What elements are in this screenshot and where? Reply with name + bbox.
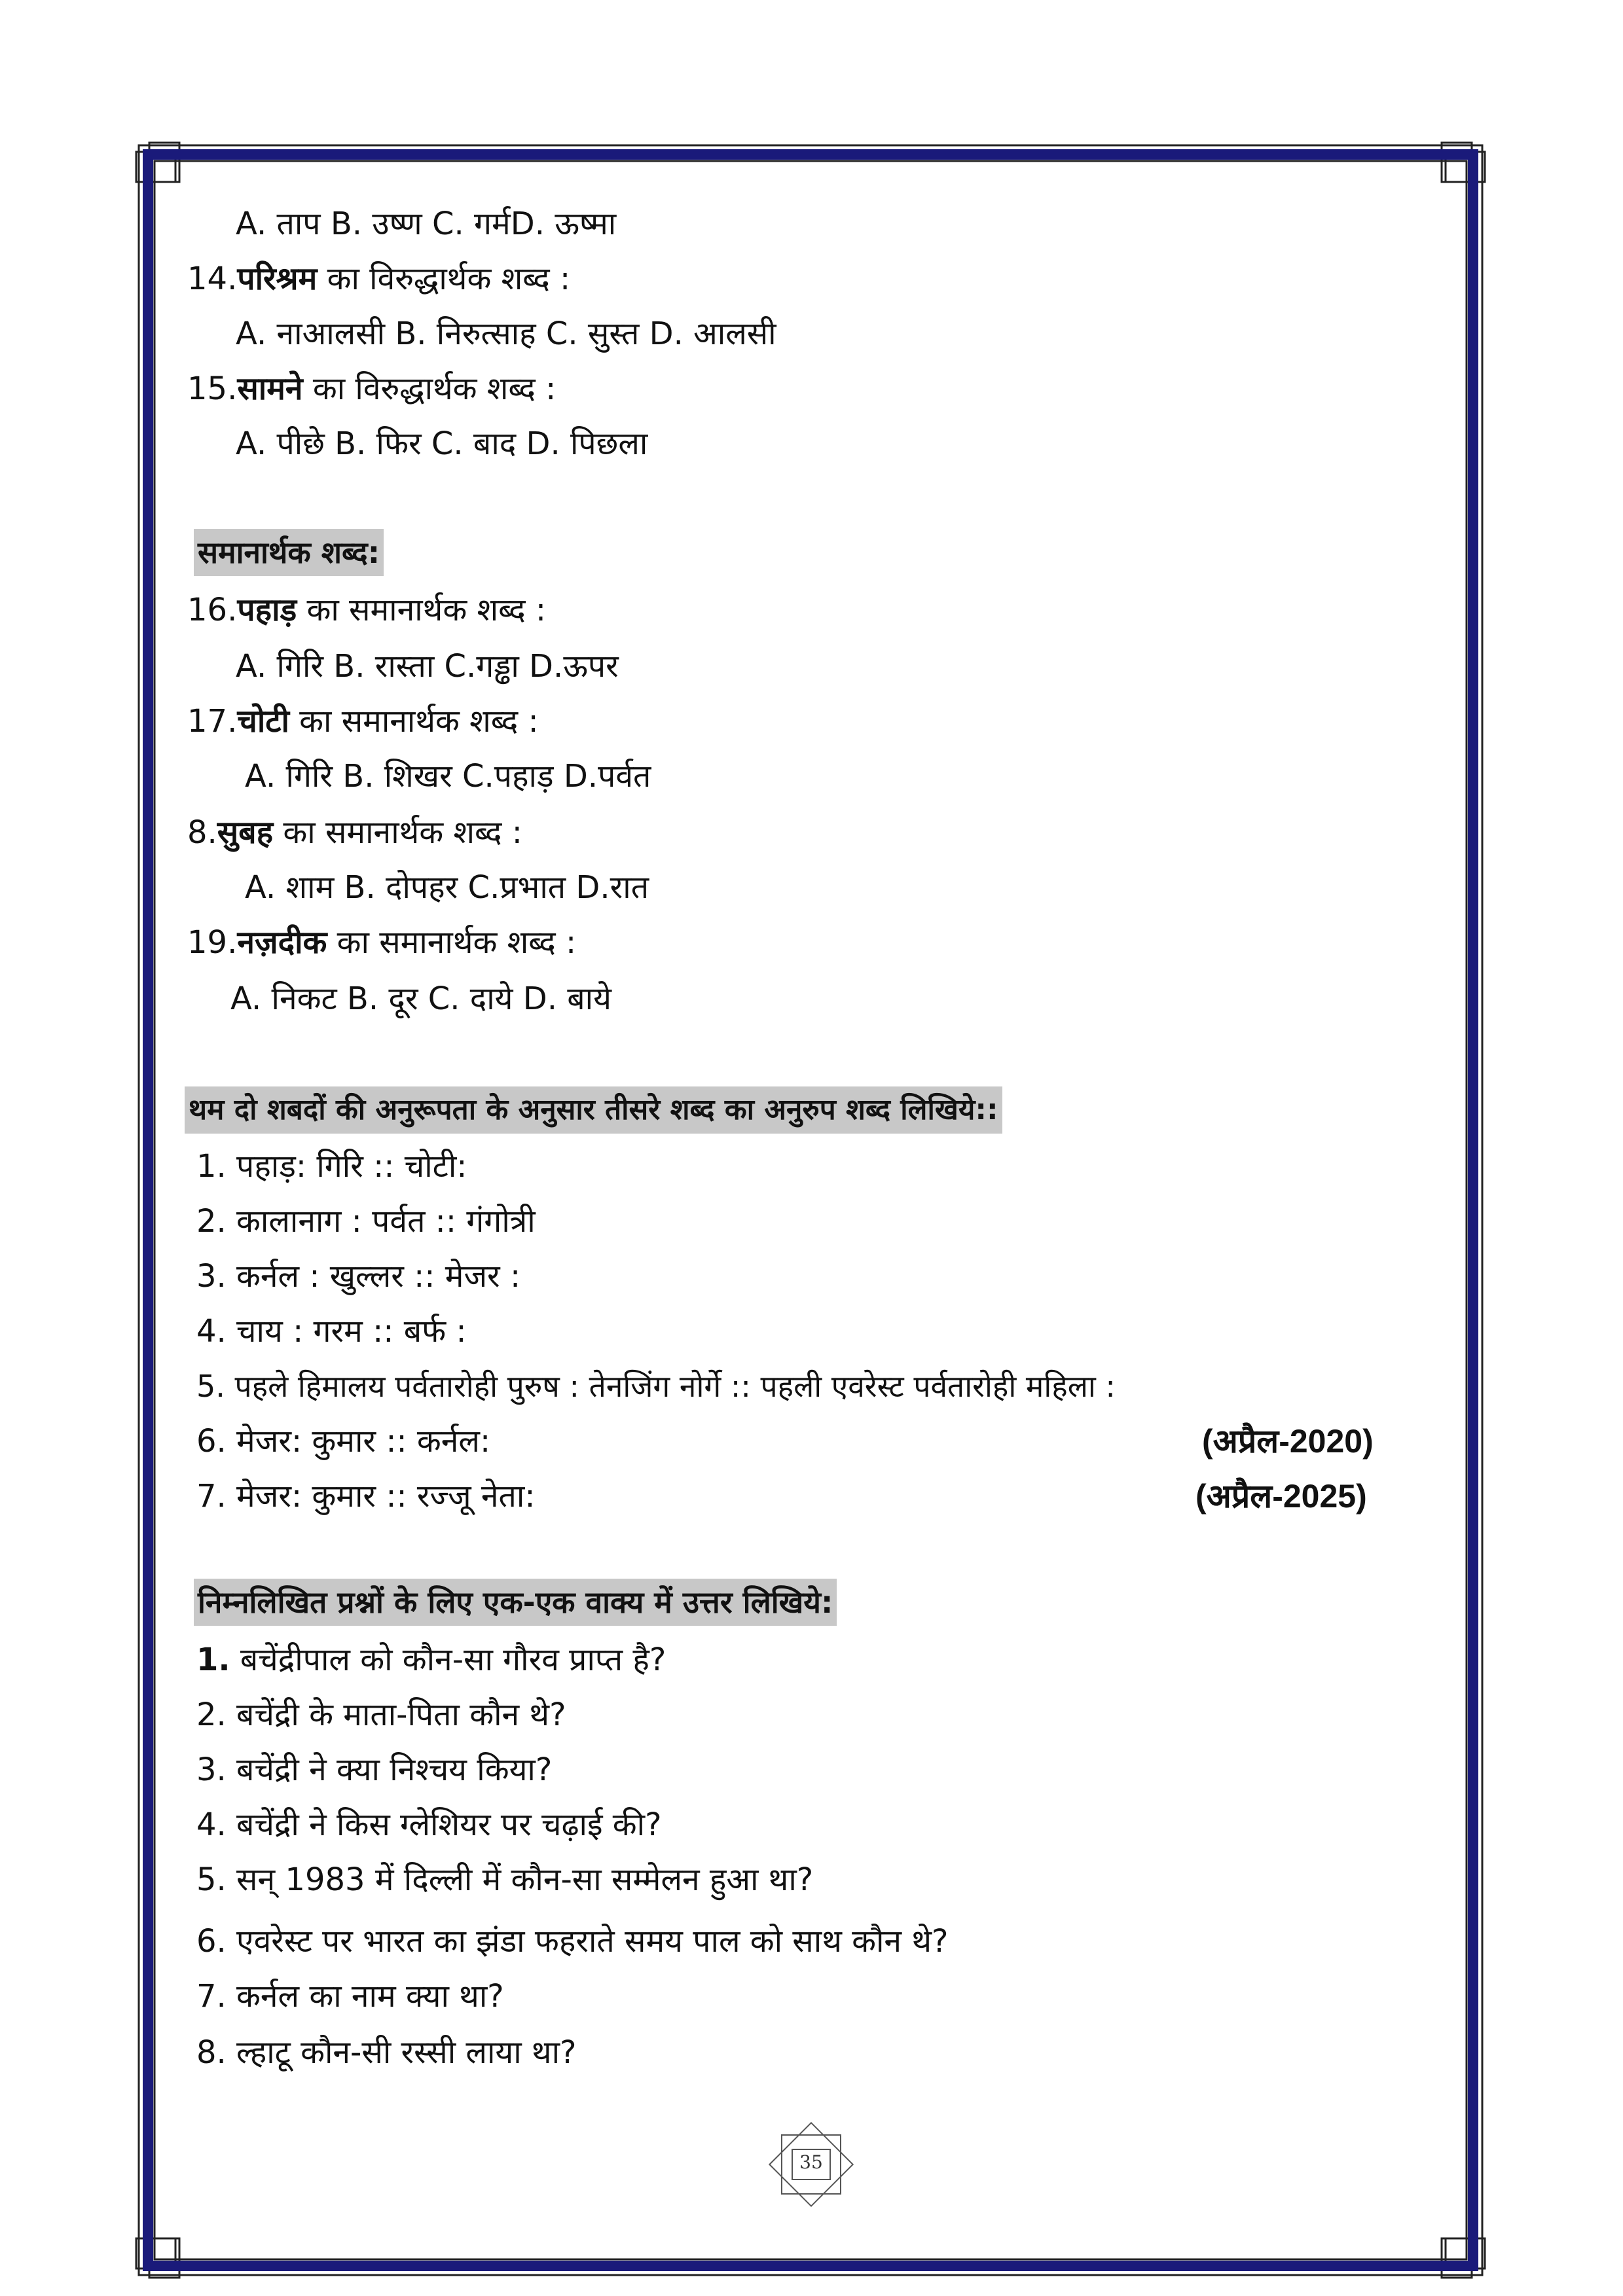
question-item: 8. ल्हाटू कौन-सी रस्सी लाया था? [196,2034,577,2071]
exam-year-tag: (अप्रैल-2025) [1195,1478,1367,1515]
question-17: 17.चोटी का समानार्थक शब्द : [187,703,539,740]
q19-options: A. निकट B. दूर C. दाये D. बाये [230,980,611,1017]
analogy-item: 6. मेजर: कुमार :: कर्नल: [196,1423,491,1460]
question-item: 2. बचेंद्री के माता-पिता कौन थे? [196,1696,566,1733]
question-item: 6. एवरेस्ट पर भारत का झंडा फहराते समय पाल को साथ कौन थे? [196,1923,949,1960]
question-item: 4. बचेंद्री ने किस ग्लेशियर पर चढ़ाई की? [196,1806,662,1843]
section-heading-synonyms: समानार्थक शब्द: [194,529,384,576]
q15-options: A. पीछे B. फिर C. बाद D. पिछला [236,425,648,462]
analogy-item: 7. मेजर: कुमार :: रज्जू नेता: [196,1478,536,1515]
question-19: 19.नज़दीक का समानार्थक शब्द : [187,924,577,961]
question-15: 15.सामने का विरुद्धार्थक शब्द : [187,370,556,407]
analogy-item: 1. पहाड़: गिरि :: चोटी: [196,1148,467,1185]
analogy-item: 5. पहले हिमालय पर्वतारोही पुरुष : तेनजिंग नोर्गे :: पहली एवरेस्ट पर्वतारोही महिला : [196,1369,1116,1404]
question-16: 16.पहाड़ का समानार्थक शब्द : [187,592,547,628]
analogy-item: 3. कर्नल : खुल्लर :: मेजर : [196,1258,521,1295]
question-item: 3. बचेंद्री ने क्या निश्चय किया? [196,1751,553,1788]
section-heading-questions: निम्नलिखित प्रश्नों के लिए एक-एक वाक्य में उत्तर लिखिये: [194,1579,837,1626]
exam-year-tag: (अप्रैल-2020) [1202,1423,1374,1460]
question-item: 7. कर्नल का नाम क्या था? [196,1978,504,2015]
question-item: 5. सन् 1983 में दिल्ली में कौन-सा सम्मेलन हुआ था? [196,1861,814,1898]
section-heading-analogy: थम दो शबदों की अनुरूपता के अनुसार तीसरे शब्द का अनुरुप शब्द लिखिये:: [185,1086,1002,1134]
page-number: 35 [799,2151,823,2173]
question-item: 1. बचेंद्रीपाल को कौन-सा गौरव प्राप्त है? [196,1641,666,1678]
q16-options: A. गिरि B. रास्ता C.गड्ढा D.ऊपर [236,648,619,685]
q13-options: A. ताप B. उष्ण C. गर्मD. ऊष्मा [236,206,617,242]
q18-options: A. शाम B. दोपहर C.प्रभात D.रात [245,869,649,906]
question-18: 8.सुबह का समानार्थक शब्द : [187,814,522,851]
question-14: 14.परिश्रम का विरुद्धार्थक शब्द : [187,260,571,297]
analogy-item: 2. कालानाग : पर्वत :: गंगोत्री [196,1203,536,1240]
q17-options: A. गिरि B. शिखर C.पहाड़ D.पर्वत [245,758,651,795]
q14-options: A. नाआलसी B. निरुत्साह C. सुस्त D. आलसी [236,315,776,352]
analogy-item: 4. चाय : गरम :: बर्फ : [196,1313,467,1350]
